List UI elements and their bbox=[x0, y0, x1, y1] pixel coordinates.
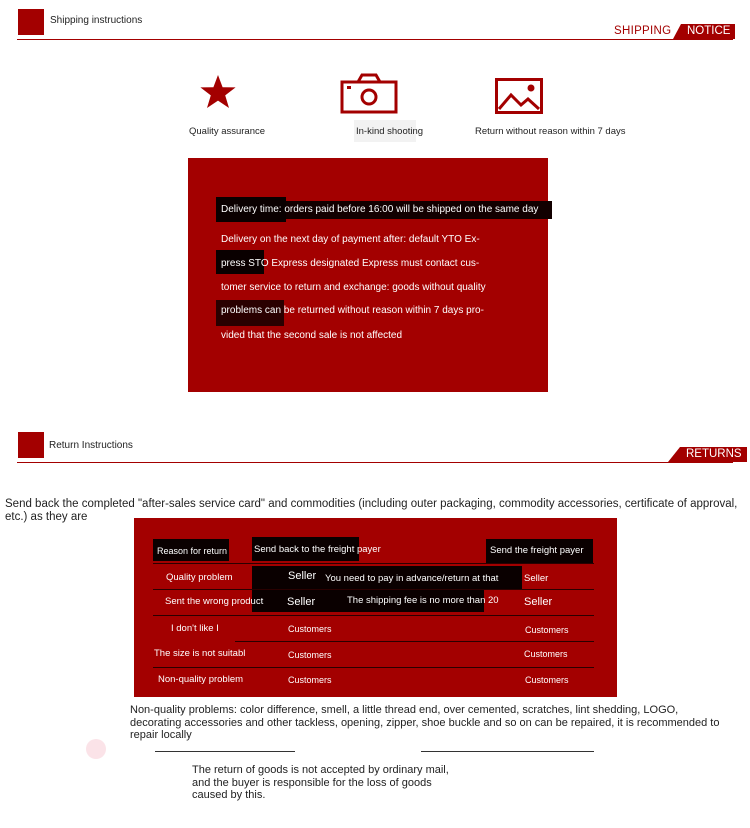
non-quality-text: Non-quality problems: color difference, smell, a little thread end, over cemented, scratches, lint shedding, LOGO, decorating accessories and other tackless, opening, zipper, shoe buckle and so on can be repaired, it is recommended to repair locally bbox=[130, 704, 720, 741]
table-cell-payer: Seller bbox=[524, 596, 553, 608]
row-divider bbox=[153, 563, 594, 564]
section-marker bbox=[18, 9, 44, 35]
row-divider bbox=[153, 615, 594, 616]
tag-notch bbox=[668, 447, 680, 462]
shipping-tag-plain: SHIPPING bbox=[614, 25, 672, 37]
table-cell-payer: Customers bbox=[524, 649, 568, 659]
table-cell-note: The shipping fee is no more than 20 bbox=[347, 595, 499, 606]
row-divider bbox=[153, 589, 594, 590]
shipping-line: problems can be returned without reason within 7 days pro- bbox=[221, 305, 484, 316]
table-cell-reason: Sent the wrong product bbox=[165, 596, 264, 607]
shipping-line: vided that the second sale is not affected bbox=[221, 330, 403, 341]
table-cell-reason: I don't like I bbox=[171, 623, 219, 634]
feature-label: In-kind shooting bbox=[356, 126, 424, 137]
feature-label: Return without reason within 7 days bbox=[475, 126, 626, 137]
table-cell-payer: Customers bbox=[525, 625, 569, 635]
picture-icon bbox=[495, 78, 543, 114]
section-marker bbox=[18, 432, 44, 458]
table-cell-payer: Seller bbox=[524, 573, 549, 584]
table-cell-send-back: Customers bbox=[288, 624, 332, 634]
divider-line bbox=[155, 751, 295, 752]
footer-text: The return of goods is not accepted by ordinary mail, and the buyer is responsible for the loss of goods caused by this. bbox=[192, 764, 449, 801]
shipping-section-title: Shipping instructions bbox=[50, 15, 143, 26]
table-cell-send-back: Customers bbox=[288, 650, 332, 660]
table-cell-reason: Quality problem bbox=[166, 572, 233, 583]
table-cell-note: You need to pay in advance/return at that bbox=[325, 573, 499, 584]
table-cell-reason: The size is not suitabl bbox=[154, 648, 246, 659]
table-cell-payer: Customers bbox=[525, 675, 569, 685]
section-divider bbox=[17, 39, 733, 40]
table-header: Send the freight payer bbox=[490, 545, 584, 556]
table-cell-reason: Non-quality problem bbox=[158, 674, 244, 685]
returns-section-title: Return Instructions bbox=[49, 440, 133, 451]
shipping-line: press STO Express designated Express must contact cus- bbox=[221, 258, 480, 269]
row-divider bbox=[235, 641, 594, 642]
shipping-info-panel bbox=[188, 158, 548, 392]
table-cell-send-back: Seller bbox=[288, 570, 317, 582]
section-divider bbox=[17, 462, 733, 463]
star-icon bbox=[199, 74, 237, 110]
shipping-line: Delivery time: orders paid before 16:00 will be shipped on the same day bbox=[221, 204, 539, 215]
camera-icon bbox=[340, 72, 398, 114]
table-cell-send-back: Customers bbox=[288, 675, 332, 685]
table-header: Send back to the freight payer bbox=[254, 544, 381, 555]
decorative-dot bbox=[86, 739, 106, 759]
shipping-tag-box: NOTICE bbox=[681, 24, 735, 39]
tag-notch bbox=[673, 24, 681, 39]
intro-text: Send back the completed "after-sales service card" and commodities (including outer packaging, commodity accessories, certificate of approval, etc.) as they are bbox=[5, 498, 738, 523]
divider-line bbox=[421, 751, 594, 752]
shipping-line: Delivery on the next day of payment after: default YTO Ex- bbox=[221, 234, 480, 245]
table-header: Reason for return bbox=[157, 546, 228, 556]
table-cell-send-back: Seller bbox=[287, 596, 316, 608]
row-divider bbox=[153, 667, 594, 668]
returns-tag-box: RETURNS bbox=[680, 447, 747, 462]
shipping-line: tomer service to return and exchange: goods without quality bbox=[221, 282, 486, 293]
feature-label: Quality assurance bbox=[189, 126, 266, 137]
